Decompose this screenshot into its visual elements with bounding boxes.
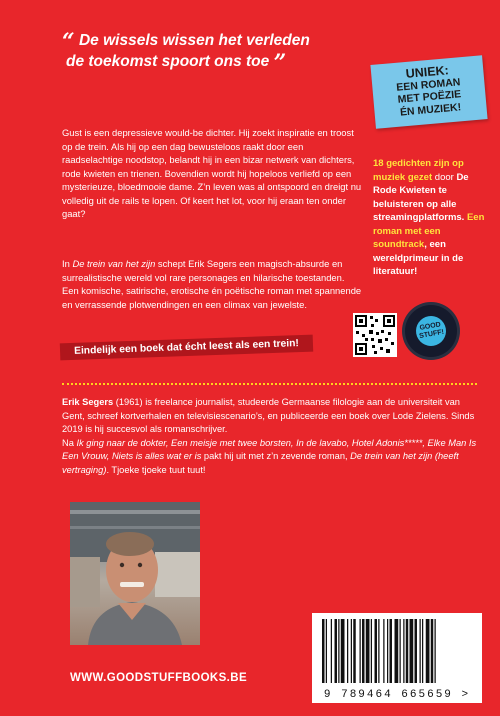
bio-na: Na — [62, 437, 77, 448]
bio-mid: pakt hij uit met z’n zevende roman, — [201, 451, 351, 462]
qr-code[interactable] — [353, 313, 397, 357]
music-text-2: te beluisteren op alle streamingplatforms. — [373, 185, 467, 223]
cover-quote — [62, 29, 382, 76]
close-quote-mark: ” — [273, 50, 287, 76]
qr-code-icon — [353, 313, 397, 357]
open-quote-mark: “ — [62, 29, 75, 55]
logo-line-2: STUFF! — [418, 328, 445, 341]
barcode-bars — [312, 613, 482, 687]
desc-lead: In — [62, 258, 73, 269]
isbn-number: 9 789464 665659 > — [323, 689, 471, 701]
website-link[interactable]: WWW.GOODSTUFFBOOKS.BE — [70, 672, 248, 684]
book-title: De trein van het zijn — [72, 258, 156, 269]
music-highlight-2: Een roman met een soundtrack — [373, 212, 485, 250]
author-name: Erik Segers — [62, 397, 114, 407]
tagline-banner: Eindelijk een boek dat écht leest als een trein! — [60, 335, 313, 361]
bio-books: Ik ging naar de dokter, Een meisje met twee borsten, In de lavabo, Hotel Adonis*****, Elke Man Is Een Vrouw, Niets is alles wat er is — [62, 437, 477, 462]
synopsis-paragraph: Gust is een depressieve would-be dichter. Hij zoekt inspiratie en troost op de trein. Als hij op een dag bewusteloos raakt door een raadselachtige noodstop, belandt hij in een bizar netwerk van dichters, rode kwieten en trienen. Bovendien wordt hij hopeloos verliefd op een mysterieuze, bloedmooie dame. Z’n leven was al ontspoord en dreigt nu volledig uit de rails te lopen. Of keert het lot, voor hij eraan ten onder gaat? — [62, 127, 362, 219]
dotted-divider — [62, 383, 477, 385]
author-portrait-image — [70, 502, 200, 645]
quote-line-1: De wissels wissen het verleden — [78, 32, 310, 49]
logo-line-1: GOOD — [419, 321, 442, 332]
badge-line-2: MET POËZIE — [397, 88, 462, 106]
quote-line-2: de toekomst spoort ons toe — [66, 53, 270, 70]
badge-line-3: ÉN MUZIEK! — [399, 100, 462, 119]
band-name: De Rode Kwieten — [373, 171, 469, 196]
badge-line-1: EEN ROMAN — [395, 75, 461, 94]
bio-latest: De trein van het zijn (heeft vertraging) — [62, 451, 459, 475]
isbn-barcode — [312, 613, 482, 703]
author-photo — [70, 502, 200, 645]
bio-end: . Tjoeke tjoeke tuut tuut! — [106, 464, 206, 475]
music-text-3: , een wereldprimeur in de literatuur! — [373, 239, 464, 277]
badge-title: UNIEK: — [405, 63, 450, 81]
goodstuff-logo — [405, 305, 457, 357]
music-note — [373, 157, 491, 279]
goodstuff-logo-label — [414, 314, 449, 349]
desc-rest: schept Erik Segers een magisch-absurde en surrealistische wereld vol rare personages en hilarische toestanden. Een komische, satirische, erotische én poëtische roman met spannende en verrassende plotwendingen en een climax van jewelste. — [62, 258, 362, 310]
description-paragraph — [62, 257, 362, 311]
quote-line-2-wrap — [62, 50, 382, 76]
author-bio — [62, 396, 482, 478]
bio-intro: (1961) is freelance journalist, studeerde Germaanse filologie aan de universiteit van Gent, schreef kortverhalen en televisiescenario’s, en publiceerde een boek over Lode Zielens. Sinds 2019 is hij succesvol als romanschrijver. — [62, 397, 475, 435]
music-highlight-1: 18 gedichten zijn op muziek gezet — [373, 158, 464, 183]
unique-badge — [370, 55, 487, 129]
music-text-1: door — [432, 171, 457, 183]
